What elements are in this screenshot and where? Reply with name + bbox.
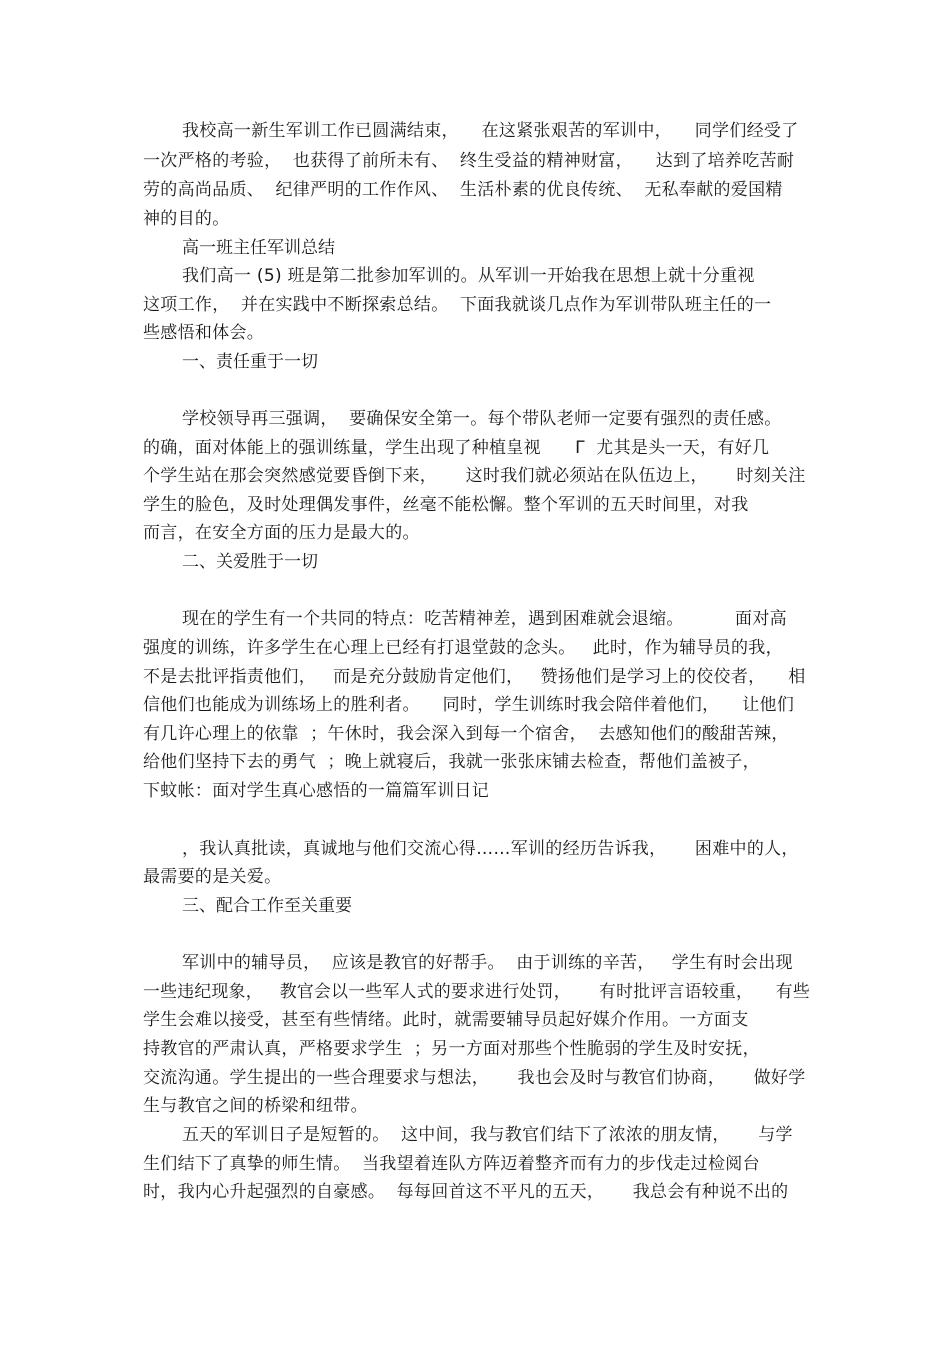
- paragraph-line: 军训中的辅导员， 应该是教官的好帮手。 由于训练的辛苦， 学生有时会出现: [182, 953, 793, 973]
- paragraph-line: 下蚊帐：面对学生真心感悟的一篇篇军训日记: [143, 781, 489, 801]
- paragraph-line: 现在的学生有一个共同的特点：吃苦精神差，遇到困难就会退缩。 面对高: [182, 609, 787, 629]
- paragraph-line: 个学生站在那会突然感觉要昏倒下来， 这时我们就必须站在队伍边上， 时刻关注: [143, 466, 806, 486]
- section-heading-1: 一、责任重于一切: [182, 352, 318, 372]
- paragraph-line: 时，我内心升起强烈的自豪感。 每每回首这不平凡的五天， 我总会有种说不出的: [143, 1182, 789, 1202]
- paragraph-line: 生们结下了真挚的师生情。 当我望着连队方阵迈着整齐而有力的步伐走过检阅台: [143, 1154, 760, 1174]
- paragraph-line: 五天的军训日子是短暂的。 这中间，我与教官们结下了浓浓的朋友情， 与学: [182, 1125, 793, 1145]
- paragraph-line: 持教官的严肃认真，严格要求学生 ；另一方面对那些个性脆弱的学生及时安抚，: [143, 1039, 760, 1059]
- paragraph-line: 神的目的。: [143, 209, 230, 229]
- paragraph-line: 一次严格的考验， 也获得了前所未有、 终生受益的精神财富， 达到了培养吃苦耐: [143, 151, 795, 171]
- paragraph-line: 些感悟和体会。: [143, 323, 265, 343]
- paragraph-line: 学校领导再三强调， 要确保安全第一。每个带队老师一定要有强烈的责任感。: [182, 409, 782, 429]
- paragraph-line: 强度的训练，许多学生在心理上已经有打退堂鼓的念头。 此时，作为辅导员的我，: [143, 638, 783, 658]
- paragraph-line: 这项工作， 并在实践中不断探索总结。 下面我就谈几点作为军训带队班主任的一: [143, 295, 772, 315]
- paragraph-line: 学生的脸色，及时处理偶发事件，丝毫不能松懈。整个军训的五天时间里，对我: [143, 495, 749, 515]
- paragraph-line: 最需要的是关爱。: [143, 867, 282, 887]
- paragraph-line: 交流沟通。学生提出的一些合理要求与想法， 我也会及时与教官们协商， 做好学: [143, 1068, 806, 1088]
- paragraph-line: 的确，面对体能上的强训练量，学生出现了种植皇视 Γ 尤其是头一天，有好几: [143, 438, 770, 458]
- paragraph-line: 信他们也能成为训练场上的胜利者。 同时，学生训练时我会陪伴着他们， 让他们: [143, 695, 795, 715]
- paragraph-line: 生与教官之间的桥梁和纽带。: [143, 1096, 368, 1116]
- section-heading-3: 三、配合工作至关重要: [182, 896, 352, 916]
- paragraph-line: 我校高一新生军训工作已圆满结束， 在这紧张艰苦的军训中， 同学们经受了: [182, 121, 799, 141]
- section-title: 高一班主任军训总结: [182, 238, 335, 258]
- paragraph-line: 有几许心理上的依靠 ；午休时，我会深入到每一个宿舍， 去感知他们的酸甜苦辣，: [143, 724, 789, 744]
- paragraph-line: 劳的高尚品质、 纪律严明的工作作风、 生活朴素的优良传统、 无私奉献的爱国精: [143, 180, 783, 200]
- paragraph-line: 不是去批评指责他们， 而是充分鼓励肯定他们， 赞扬他们是学习上的佼佼者， 相: [143, 667, 806, 687]
- paragraph-line: 一些违纪现象， 教官会以一些军人式的要求进行处罚， 有时批评言语较重， 有些: [143, 982, 810, 1002]
- section-heading-2: 二、关爱胜于一切: [182, 552, 318, 572]
- paragraph-line: 给他们坚持下去的勇气 ；晚上就寝后，我就一张张床铺去检查，帮他们盖被子，: [143, 752, 760, 772]
- paragraph-line: ，我认真批读，真诚地与他们交流心得……军训的经历告诉我， 困难中的人，: [182, 839, 799, 859]
- paragraph-line: 学生会难以接受，甚至有些情绪。此时，就需要辅导员起好媒介作用。一方面支: [143, 1010, 749, 1030]
- paragraph-line: 我们高一 (5) 班是第二批参加军训的。从军训一开始我在思想上就十分重视: [182, 266, 755, 286]
- paragraph-line: 而言，在安全方面的压力是最大的。: [143, 523, 420, 543]
